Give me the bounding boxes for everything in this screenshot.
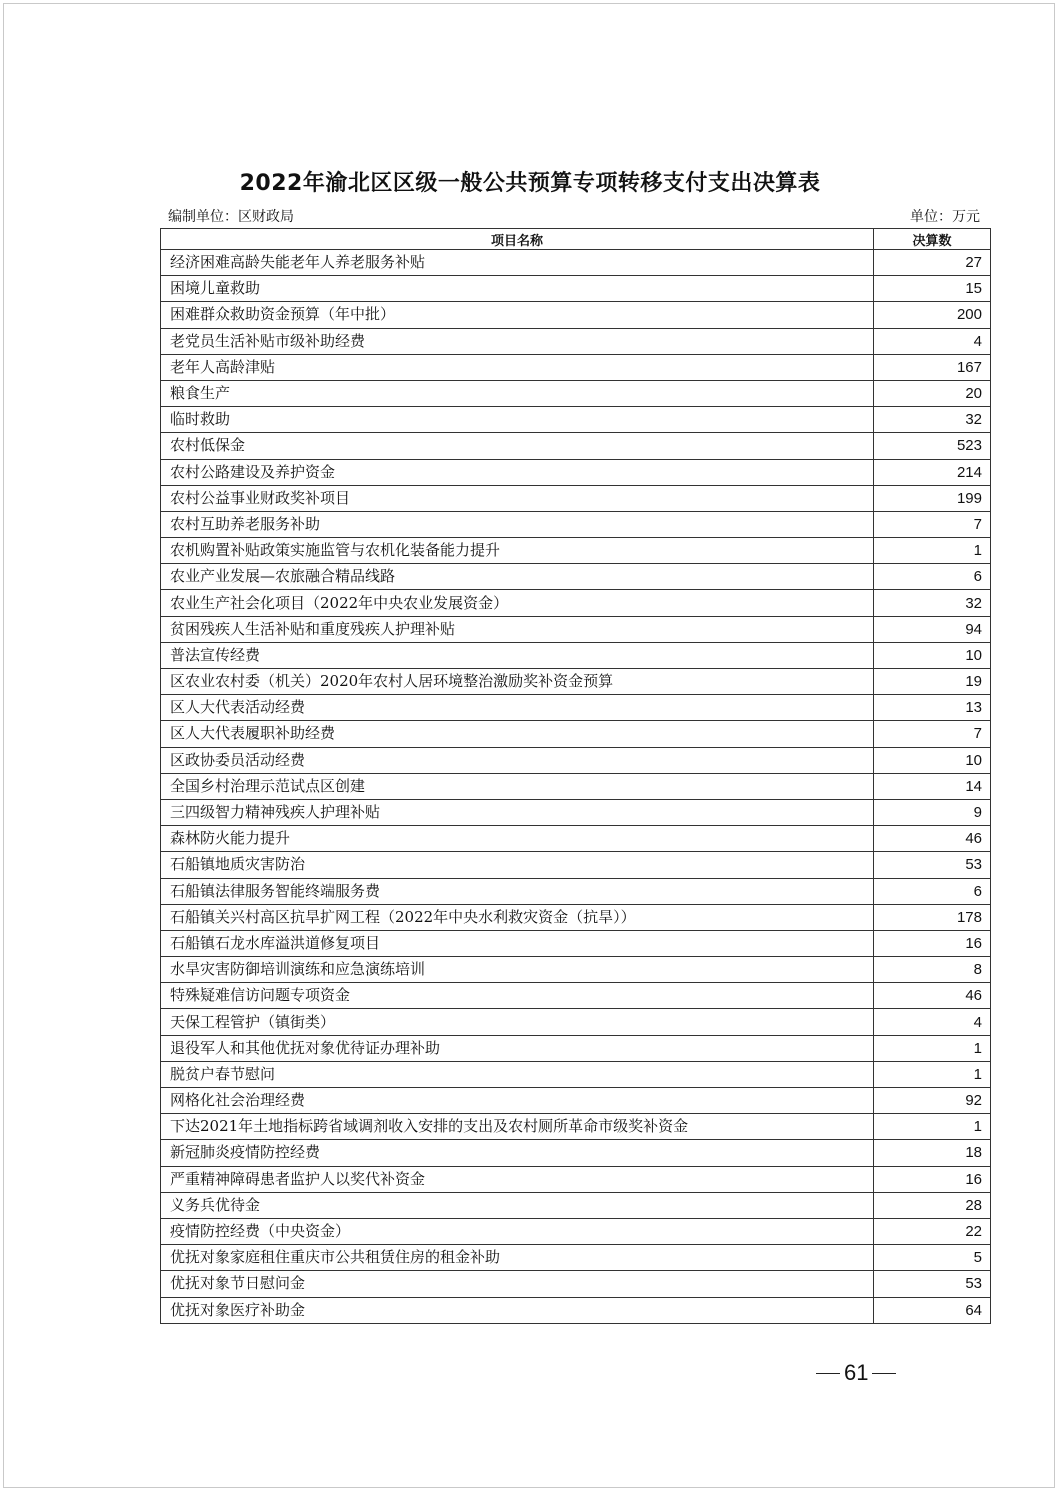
table-row <box>161 380 991 406</box>
row-item-name: 特殊疑难信访问题专项资金 <box>161 983 874 1009</box>
row-item-value: 523 <box>874 433 991 459</box>
row-item-value: 4 <box>874 328 991 354</box>
row-item-name: 农业产业发展—农旅融合精品线路 <box>161 564 874 590</box>
row-item-value: 214 <box>874 459 991 485</box>
row-item-value: 7 <box>874 721 991 747</box>
row-item-value: 27 <box>874 250 991 276</box>
row-item-value: 6 <box>874 564 991 590</box>
row-item-name: 农村公路建设及养护资金 <box>161 459 874 485</box>
row-item-name: 森林防火能力提升 <box>161 826 874 852</box>
table-row <box>161 276 991 302</box>
row-item-value: 167 <box>874 354 991 380</box>
row-item-name: 石船镇法律服务智能终端服务费 <box>161 878 874 904</box>
unit-label: 单位：万元 <box>910 209 980 225</box>
row-item-value: 7 <box>874 511 991 537</box>
table-row <box>161 930 991 956</box>
table-body <box>161 250 991 1324</box>
table-row <box>161 1192 991 1218</box>
table-row <box>161 433 991 459</box>
row-item-name: 义务兵优待金 <box>161 1192 874 1218</box>
row-item-value: 46 <box>874 826 991 852</box>
row-item-name: 退役军人和其他优抚对象优待证办理补助 <box>161 1035 874 1061</box>
row-item-name: 优抚对象节日慰问金 <box>161 1271 874 1297</box>
row-item-name: 优抚对象医疗补助金 <box>161 1297 874 1323</box>
row-item-value: 16 <box>874 1166 991 1192</box>
row-item-value: 64 <box>874 1297 991 1323</box>
table-row <box>161 852 991 878</box>
row-item-name: 网格化社会治理经费 <box>161 1088 874 1114</box>
row-item-value: 15 <box>874 276 991 302</box>
row-item-value: 5 <box>874 1245 991 1271</box>
row-item-value: 22 <box>874 1218 991 1244</box>
row-item-name: 农业生产社会化项目（2022年中央农业发展资金） <box>161 590 874 616</box>
row-item-value: 53 <box>874 1271 991 1297</box>
row-item-value: 1 <box>874 1114 991 1140</box>
row-item-value: 14 <box>874 773 991 799</box>
row-item-name: 农机购置补贴政策实施监管与农机化装备能力提升 <box>161 538 874 564</box>
table-row <box>161 904 991 930</box>
row-item-value: 28 <box>874 1192 991 1218</box>
table-row <box>161 669 991 695</box>
row-item-value: 4 <box>874 1009 991 1035</box>
row-item-value: 32 <box>874 407 991 433</box>
row-item-value: 178 <box>874 904 991 930</box>
row-item-name: 严重精神障碍患者监护人以奖代补资金 <box>161 1166 874 1192</box>
table-row <box>161 538 991 564</box>
row-item-name: 农村公益事业财政奖补项目 <box>161 485 874 511</box>
row-item-name: 农村互助养老服务补助 <box>161 511 874 537</box>
table-row <box>161 1218 991 1244</box>
table-row <box>161 1061 991 1087</box>
table-row <box>161 957 991 983</box>
column-header-name: 项目名称 <box>161 229 874 250</box>
row-item-value: 200 <box>874 302 991 328</box>
row-item-value: 19 <box>874 669 991 695</box>
row-item-value: 9 <box>874 799 991 825</box>
row-item-value: 1 <box>874 1061 991 1087</box>
row-item-name: 老年人高龄津贴 <box>161 354 874 380</box>
table-row <box>161 747 991 773</box>
row-item-value: 10 <box>874 747 991 773</box>
table-row <box>161 590 991 616</box>
table-row <box>161 799 991 825</box>
row-item-name: 疫情防控经费（中央资金） <box>161 1218 874 1244</box>
table-row <box>161 459 991 485</box>
table-row <box>161 721 991 747</box>
table-row <box>161 616 991 642</box>
row-item-value: 6 <box>874 878 991 904</box>
row-item-value: 20 <box>874 380 991 406</box>
row-item-value: 32 <box>874 590 991 616</box>
row-item-value: 46 <box>874 983 991 1009</box>
table-row <box>161 1297 991 1323</box>
row-item-name: 优抚对象家庭租住重庆市公共租赁住房的租金补助 <box>161 1245 874 1271</box>
table-row <box>161 328 991 354</box>
table-row <box>161 302 991 328</box>
column-header-value: 决算数 <box>874 229 991 250</box>
row-item-name: 经济困难高龄失能老年人养老服务补贴 <box>161 250 874 276</box>
row-item-name: 区农业农村委（机关）2020年农村人居环境整治激励奖补资金预算 <box>161 669 874 695</box>
page-title: 2022年渝北区区级一般公共预算专项转移支付支出决算表 <box>239 171 821 196</box>
row-item-value: 8 <box>874 957 991 983</box>
row-item-name: 三四级智力精神残疾人护理补贴 <box>161 799 874 825</box>
row-item-value: 92 <box>874 1088 991 1114</box>
row-item-name: 区政协委员活动经费 <box>161 747 874 773</box>
row-item-value: 94 <box>874 616 991 642</box>
table-row <box>161 1245 991 1271</box>
row-item-name: 水旱灾害防御培训演练和应急演练培训 <box>161 957 874 983</box>
table-row <box>161 1166 991 1192</box>
table-row <box>161 1035 991 1061</box>
compiler-label: 编制单位：区财政局 <box>168 209 294 225</box>
row-item-name: 天保工程管护（镇街类） <box>161 1009 874 1035</box>
row-item-name: 老党员生活补贴市级补助经费 <box>161 328 874 354</box>
row-item-name: 区人大代表活动经费 <box>161 695 874 721</box>
dash-right <box>872 1373 896 1374</box>
row-item-name: 区人大代表履职补助经费 <box>161 721 874 747</box>
table-header-row <box>161 229 991 250</box>
row-item-name: 困境儿童救助 <box>161 276 874 302</box>
table-row <box>161 773 991 799</box>
row-item-value: 53 <box>874 852 991 878</box>
table-row <box>161 878 991 904</box>
row-item-name: 粮食生产 <box>161 380 874 406</box>
table-row <box>161 485 991 511</box>
row-item-name: 普法宣传经费 <box>161 642 874 668</box>
table-row <box>161 1009 991 1035</box>
table-row <box>161 354 991 380</box>
row-item-value: 13 <box>874 695 991 721</box>
table-row <box>161 695 991 721</box>
row-item-value: 1 <box>874 538 991 564</box>
budget-table <box>160 228 991 1324</box>
table-row <box>161 983 991 1009</box>
table-row <box>161 1114 991 1140</box>
page-number-text: 61 <box>844 1360 869 1385</box>
table-row <box>161 642 991 668</box>
page-number <box>812 1360 900 1386</box>
row-item-value: 10 <box>874 642 991 668</box>
row-item-name: 石船镇石龙水库溢洪道修复项目 <box>161 930 874 956</box>
table-row <box>161 564 991 590</box>
table-row <box>161 1271 991 1297</box>
row-item-name: 贫困残疾人生活补贴和重度残疾人护理补贴 <box>161 616 874 642</box>
row-item-name: 全国乡村治理示范试点区创建 <box>161 773 874 799</box>
table-row <box>161 826 991 852</box>
row-item-name: 石船镇地质灾害防治 <box>161 852 874 878</box>
table-row <box>161 1140 991 1166</box>
row-item-name: 农村低保金 <box>161 433 874 459</box>
table-row <box>161 407 991 433</box>
row-item-value: 199 <box>874 485 991 511</box>
table-row <box>161 250 991 276</box>
row-item-name: 下达2021年土地指标跨省域调剂收入安排的支出及农村厕所革命市级奖补资金 <box>161 1114 874 1140</box>
table-row <box>161 1088 991 1114</box>
row-item-name: 困难群众救助资金预算（年中批） <box>161 302 874 328</box>
row-item-name: 临时救助 <box>161 407 874 433</box>
dash-left <box>816 1373 840 1374</box>
row-item-name: 新冠肺炎疫情防控经费 <box>161 1140 874 1166</box>
row-item-value: 1 <box>874 1035 991 1061</box>
table-row <box>161 511 991 537</box>
row-item-name: 脱贫户春节慰问 <box>161 1061 874 1087</box>
row-item-value: 18 <box>874 1140 991 1166</box>
row-item-name: 石船镇关兴村高区抗旱扩网工程（2022年中央水利救灾资金（抗旱）） <box>161 904 874 930</box>
row-item-value: 16 <box>874 930 991 956</box>
